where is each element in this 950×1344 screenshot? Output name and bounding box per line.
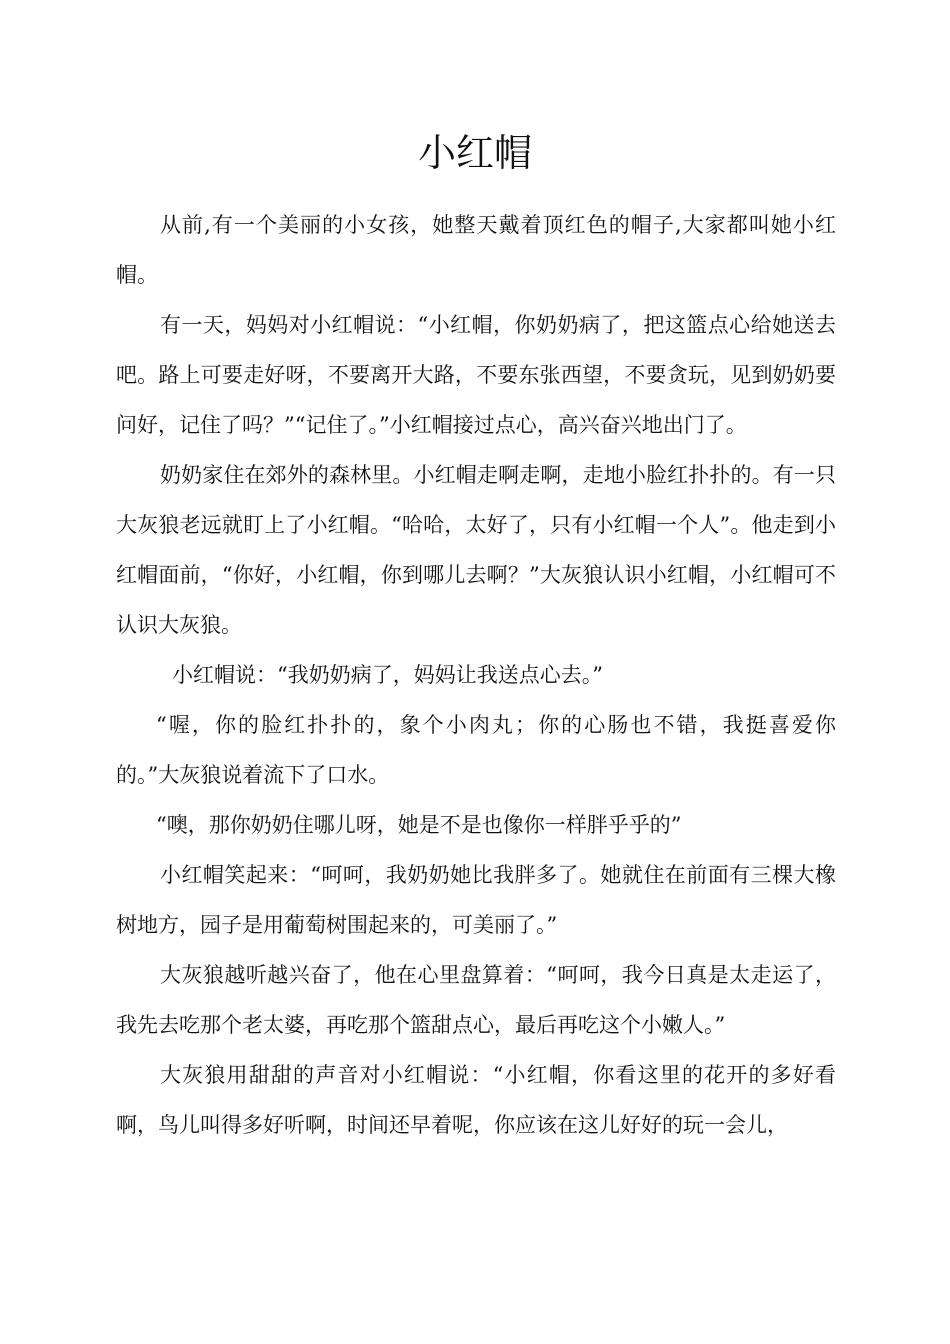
- document-title: 小红帽: [417, 131, 532, 175]
- paragraph-4: 小红帽说：“我奶奶病了，妈妈让我送点心去。”: [172, 663, 603, 687]
- paragraph-5: “喔，你的脸红扑扑的，象个小肉丸；你的心肠也不错，我挺喜爱你的。”大灰狼说着流下了口水。: [116, 713, 836, 787]
- paragraph-3: 奶奶家住在郊外的森林里。小红帽走啊走啊，走地小脸红扑扑的。有一只大灰狼老远就盯上了小红帽。“哈哈，太好了，只有小红帽一个人”。他走到小红帽面前，“你好，小红帽，你到哪儿去啊？”大灰狼认识小红帽，小红帽可不认识大灰狼。: [116, 463, 836, 637]
- paragraph-1: 从前,有一个美丽的小女孩，她整天戴着顶红色的帽子,大家都叫她小红帽。: [116, 213, 836, 287]
- paragraph-8: 大灰狼越听越兴奋了，他在心里盘算着：“呵呵，我今日真是太走运了，我先去吃那个老太婆，再吃那个篮甜点心，最后再吃这个小嫩人。”: [116, 963, 836, 1037]
- paragraph-2: 有一天，妈妈对小红帽说：“小红帽，你奶奶病了，把这篮点心给她送去吧。路上可要走好呀，不要离开大路，不要东张西望，不要贪玩，见到奶奶要问好，记住了吗？”“记住了。”小红帽接过点心，高兴奋兴地出门了。: [116, 313, 836, 437]
- paragraph-9: 大灰狼用甜甜的声音对小红帽说：“小红帽，你看这里的花开的多好看啊，鸟儿叫得多好听啊，时间还早着呢，你应该在这儿好好的玩一会儿，: [116, 1063, 836, 1137]
- paragraph-6: “噢，那你奶奶住哪儿呀，她是不是也像你一样胖乎乎的”: [156, 813, 682, 837]
- document-body: [116, 200, 836, 1150]
- paragraph-7: 小红帽笑起来：“呵呵，我奶奶她比我胖多了。她就住在前面有三棵大橡树地方，园子是用葡萄树围起来的，可美丽了。”: [116, 863, 836, 937]
